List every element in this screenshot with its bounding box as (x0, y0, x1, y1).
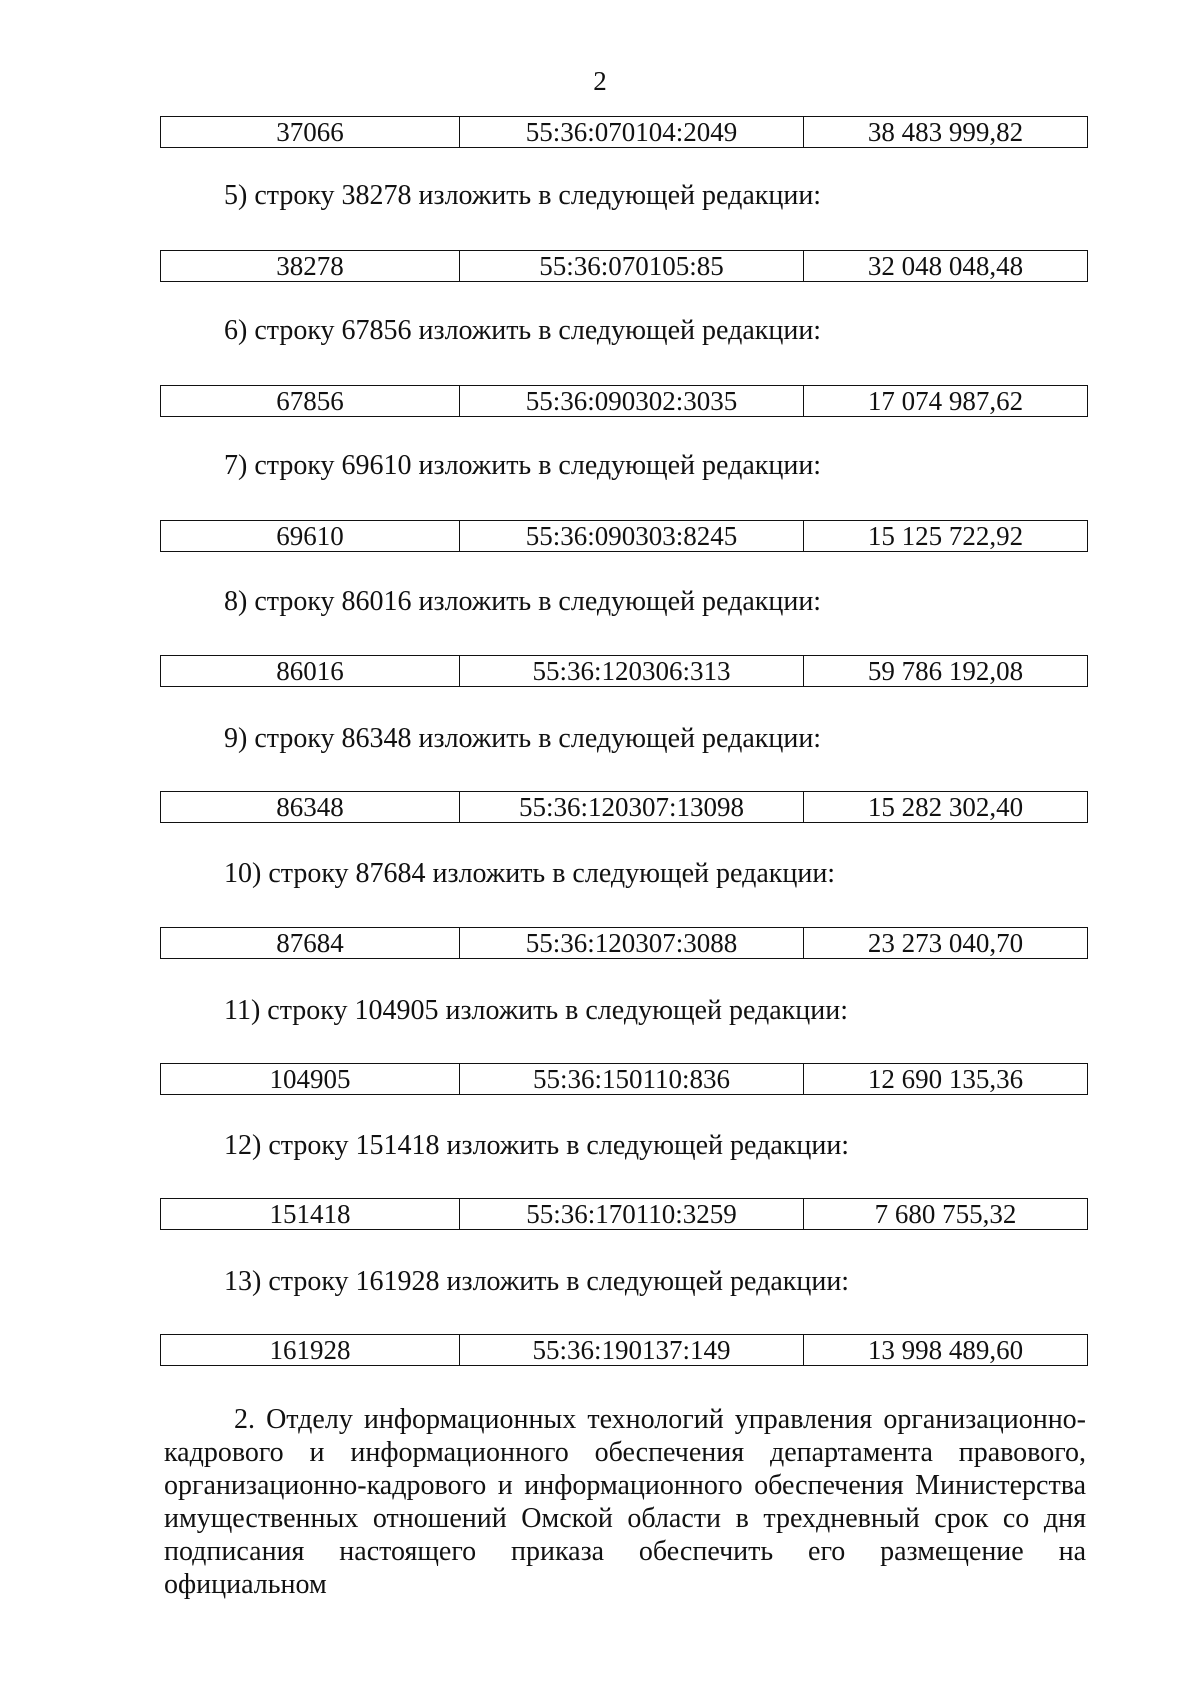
table-row (160, 1063, 1088, 1095)
page-number: 2 (593, 66, 607, 96)
cadastral-value-cell: 12 690 135,36 (804, 1064, 1088, 1095)
row-number-cell: 37066 (161, 117, 460, 148)
cadastral-value-cell: 32 048 048,48 (804, 251, 1088, 282)
cadastral-value-cell: 13 998 489,60 (804, 1335, 1088, 1366)
row-number-cell: 86016 (161, 656, 460, 687)
cadastral-value-cell: 15 125 722,92 (804, 521, 1088, 552)
cadastral-number-cell: 55:36:090303:8245 (460, 521, 804, 552)
amendment-instruction: 7) строку 69610 изложить в следующей редакции: (224, 450, 822, 481)
cadastral-value-cell: 17 074 987,62 (804, 386, 1088, 417)
amendment-instruction: 6) строку 67856 изложить в следующей редакции: (224, 315, 822, 346)
cadastral-number-cell: 55:36:070104:2049 (460, 117, 804, 148)
paragraph-2: 2. Отделу информационных технологий управления организационно-кадрового и информационного обеспечения департамента правового, организационно-кадрового и информационного обеспечения Министерства имущественных отношений Омской области в трехдневный срок со дня подписания настоящего приказа обеспечить его размещение на официальном (164, 1404, 1086, 1600)
cadastral-value-cell: 23 273 040,70 (804, 928, 1088, 959)
row-number-cell: 38278 (161, 251, 460, 282)
row-number-cell: 161928 (161, 1335, 460, 1366)
row-number-cell: 67856 (161, 386, 460, 417)
cadastral-number-cell: 55:36:070105:85 (460, 251, 804, 282)
table-row (160, 655, 1088, 687)
cadastral-number-cell: 55:36:170110:3259 (460, 1199, 804, 1230)
cadastral-value-cell: 7 680 755,32 (804, 1199, 1088, 1230)
amendment-instruction: 13) строку 161928 изложить в следующей редакции: (224, 1266, 850, 1297)
row-number-cell: 151418 (161, 1199, 460, 1230)
cadastral-number-cell: 55:36:120307:13098 (460, 792, 804, 823)
amendment-instruction: 12) строку 151418 изложить в следующей редакции: (224, 1130, 850, 1161)
table-row-first (160, 116, 1088, 148)
amendment-instruction: 11) строку 104905 изложить в следующей редакции: (224, 995, 849, 1026)
cadastral-number-cell: 55:36:090302:3035 (460, 386, 804, 417)
row-number-cell: 87684 (161, 928, 460, 959)
table-row (160, 1198, 1088, 1230)
amendment-instruction: 8) строку 86016 изложить в следующей редакции: (224, 586, 822, 617)
cadastral-value-cell: 15 282 302,40 (804, 792, 1088, 823)
amendment-instruction: 9) строку 86348 изложить в следующей редакции: (224, 723, 822, 754)
table-row (160, 385, 1088, 417)
amendment-instruction: 5) строку 38278 изложить в следующей редакции: (224, 180, 822, 211)
table-row (160, 250, 1088, 282)
table-row (160, 791, 1088, 823)
row-number-cell: 86348 (161, 792, 460, 823)
row-number-cell: 69610 (161, 521, 460, 552)
cadastral-number-cell: 55:36:190137:149 (460, 1335, 804, 1366)
table-row (160, 927, 1088, 959)
row-number-cell: 104905 (161, 1064, 460, 1095)
cadastral-number-cell: 55:36:120306:313 (460, 656, 804, 687)
cadastral-number-cell: 55:36:120307:3088 (460, 928, 804, 959)
amendment-instruction: 10) строку 87684 изложить в следующей редакции: (224, 858, 836, 889)
table-row (160, 520, 1088, 552)
table-row (160, 1334, 1088, 1366)
cadastral-number-cell: 55:36:150110:836 (460, 1064, 804, 1095)
cadastral-value-cell: 38 483 999,82 (804, 117, 1088, 148)
cadastral-value-cell: 59 786 192,08 (804, 656, 1088, 687)
